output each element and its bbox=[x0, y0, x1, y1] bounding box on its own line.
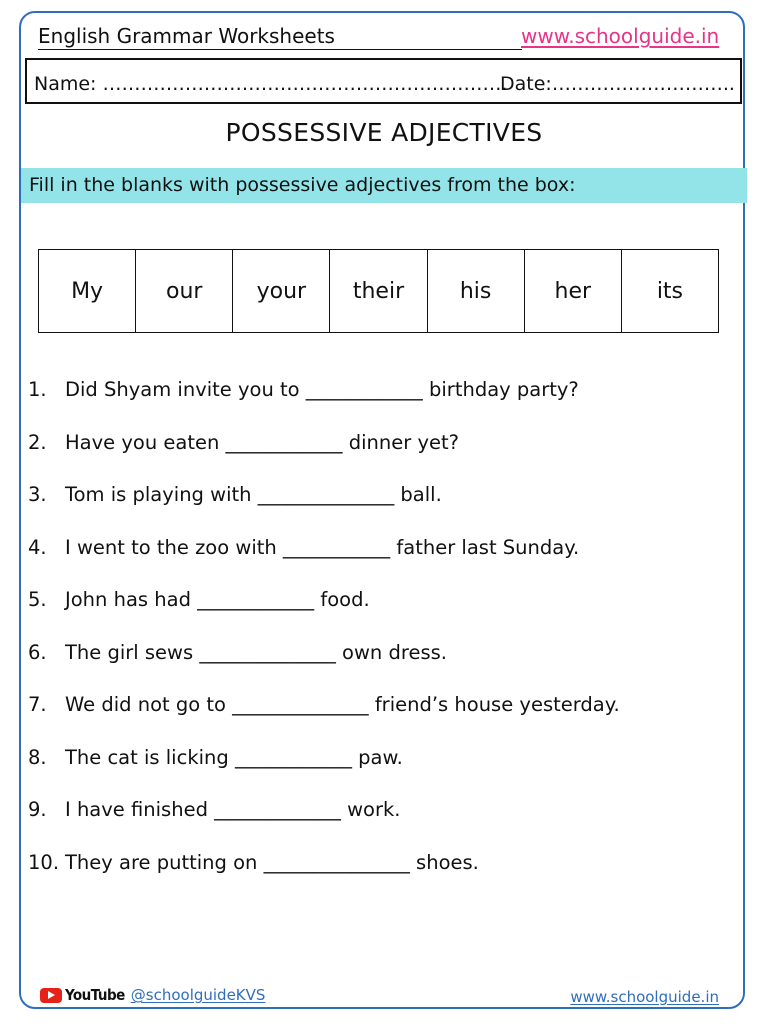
worksheet-category: English Grammar Worksheets bbox=[38, 24, 335, 48]
question-number: 1. bbox=[28, 378, 47, 401]
question-item[interactable] bbox=[28, 431, 728, 484]
word-option: his bbox=[428, 250, 525, 332]
question-item[interactable] bbox=[28, 483, 728, 536]
question-text: Tom is playing with ______________ ball. bbox=[65, 483, 442, 506]
question-text: The cat is licking ____________ paw. bbox=[65, 745, 403, 769]
date-field[interactable]: Date:……………………….. bbox=[500, 73, 735, 95]
page-title: POSSESSIVE ADJECTIVES bbox=[225, 118, 543, 147]
question-text: I have finished _____________ work. bbox=[65, 798, 401, 821]
question-item[interactable] bbox=[28, 641, 728, 694]
header-site-link[interactable]: www.schoolguide.in bbox=[521, 24, 720, 48]
question-number: 9. bbox=[28, 798, 47, 821]
word-option: your bbox=[233, 250, 330, 332]
question-text: Did Shyam invite you to ____________ birthday party? bbox=[65, 378, 579, 401]
youtube-play-icon bbox=[40, 988, 62, 1003]
question-text: The girl sews ______________ own dress. bbox=[65, 640, 447, 664]
question-text: John has had ____________ food. bbox=[65, 588, 370, 611]
question-list bbox=[28, 378, 728, 903]
question-number: 4. bbox=[28, 535, 47, 559]
word-option: their bbox=[330, 250, 427, 332]
question-item[interactable] bbox=[28, 536, 728, 589]
question-item[interactable] bbox=[28, 378, 728, 431]
question-text: They are putting on _______________ shoes. bbox=[65, 850, 479, 874]
word-option: her bbox=[525, 250, 622, 332]
question-number: 2. bbox=[28, 430, 47, 454]
question-number: 10. bbox=[28, 850, 60, 874]
youtube-handle-link[interactable]: @schoolguideKVS bbox=[130, 986, 266, 1004]
instruction-text: Fill in the blanks with possessive adjectives from the box: bbox=[29, 174, 576, 196]
footer-site-link[interactable]: www.schoolguide.in bbox=[570, 988, 719, 1006]
question-number: 7. bbox=[28, 693, 47, 716]
header-underline bbox=[38, 49, 522, 50]
question-number: 8. bbox=[28, 745, 47, 769]
question-text: We did not go to ______________ friend’s house yesterday. bbox=[65, 693, 620, 716]
youtube-footer[interactable] bbox=[40, 986, 265, 1004]
question-text: Have you eaten ____________ dinner yet? bbox=[65, 430, 459, 454]
question-number: 6. bbox=[28, 640, 47, 664]
question-item[interactable] bbox=[28, 798, 728, 851]
question-number: 5. bbox=[28, 588, 47, 611]
question-number: 3. bbox=[28, 483, 47, 506]
question-item[interactable] bbox=[28, 693, 728, 746]
word-option: its bbox=[656, 278, 684, 304]
name-field[interactable]: Name: ………………………………………………………. bbox=[34, 73, 508, 95]
word-option: our bbox=[136, 250, 233, 332]
word-option: My bbox=[39, 250, 136, 332]
question-item[interactable] bbox=[28, 746, 728, 799]
question-text: I went to the zoo with ___________ father last Sunday. bbox=[65, 535, 580, 559]
question-item[interactable] bbox=[28, 851, 728, 904]
word-box bbox=[38, 249, 719, 333]
question-item[interactable] bbox=[28, 588, 728, 641]
youtube-wordmark: YouTube bbox=[65, 986, 125, 1004]
